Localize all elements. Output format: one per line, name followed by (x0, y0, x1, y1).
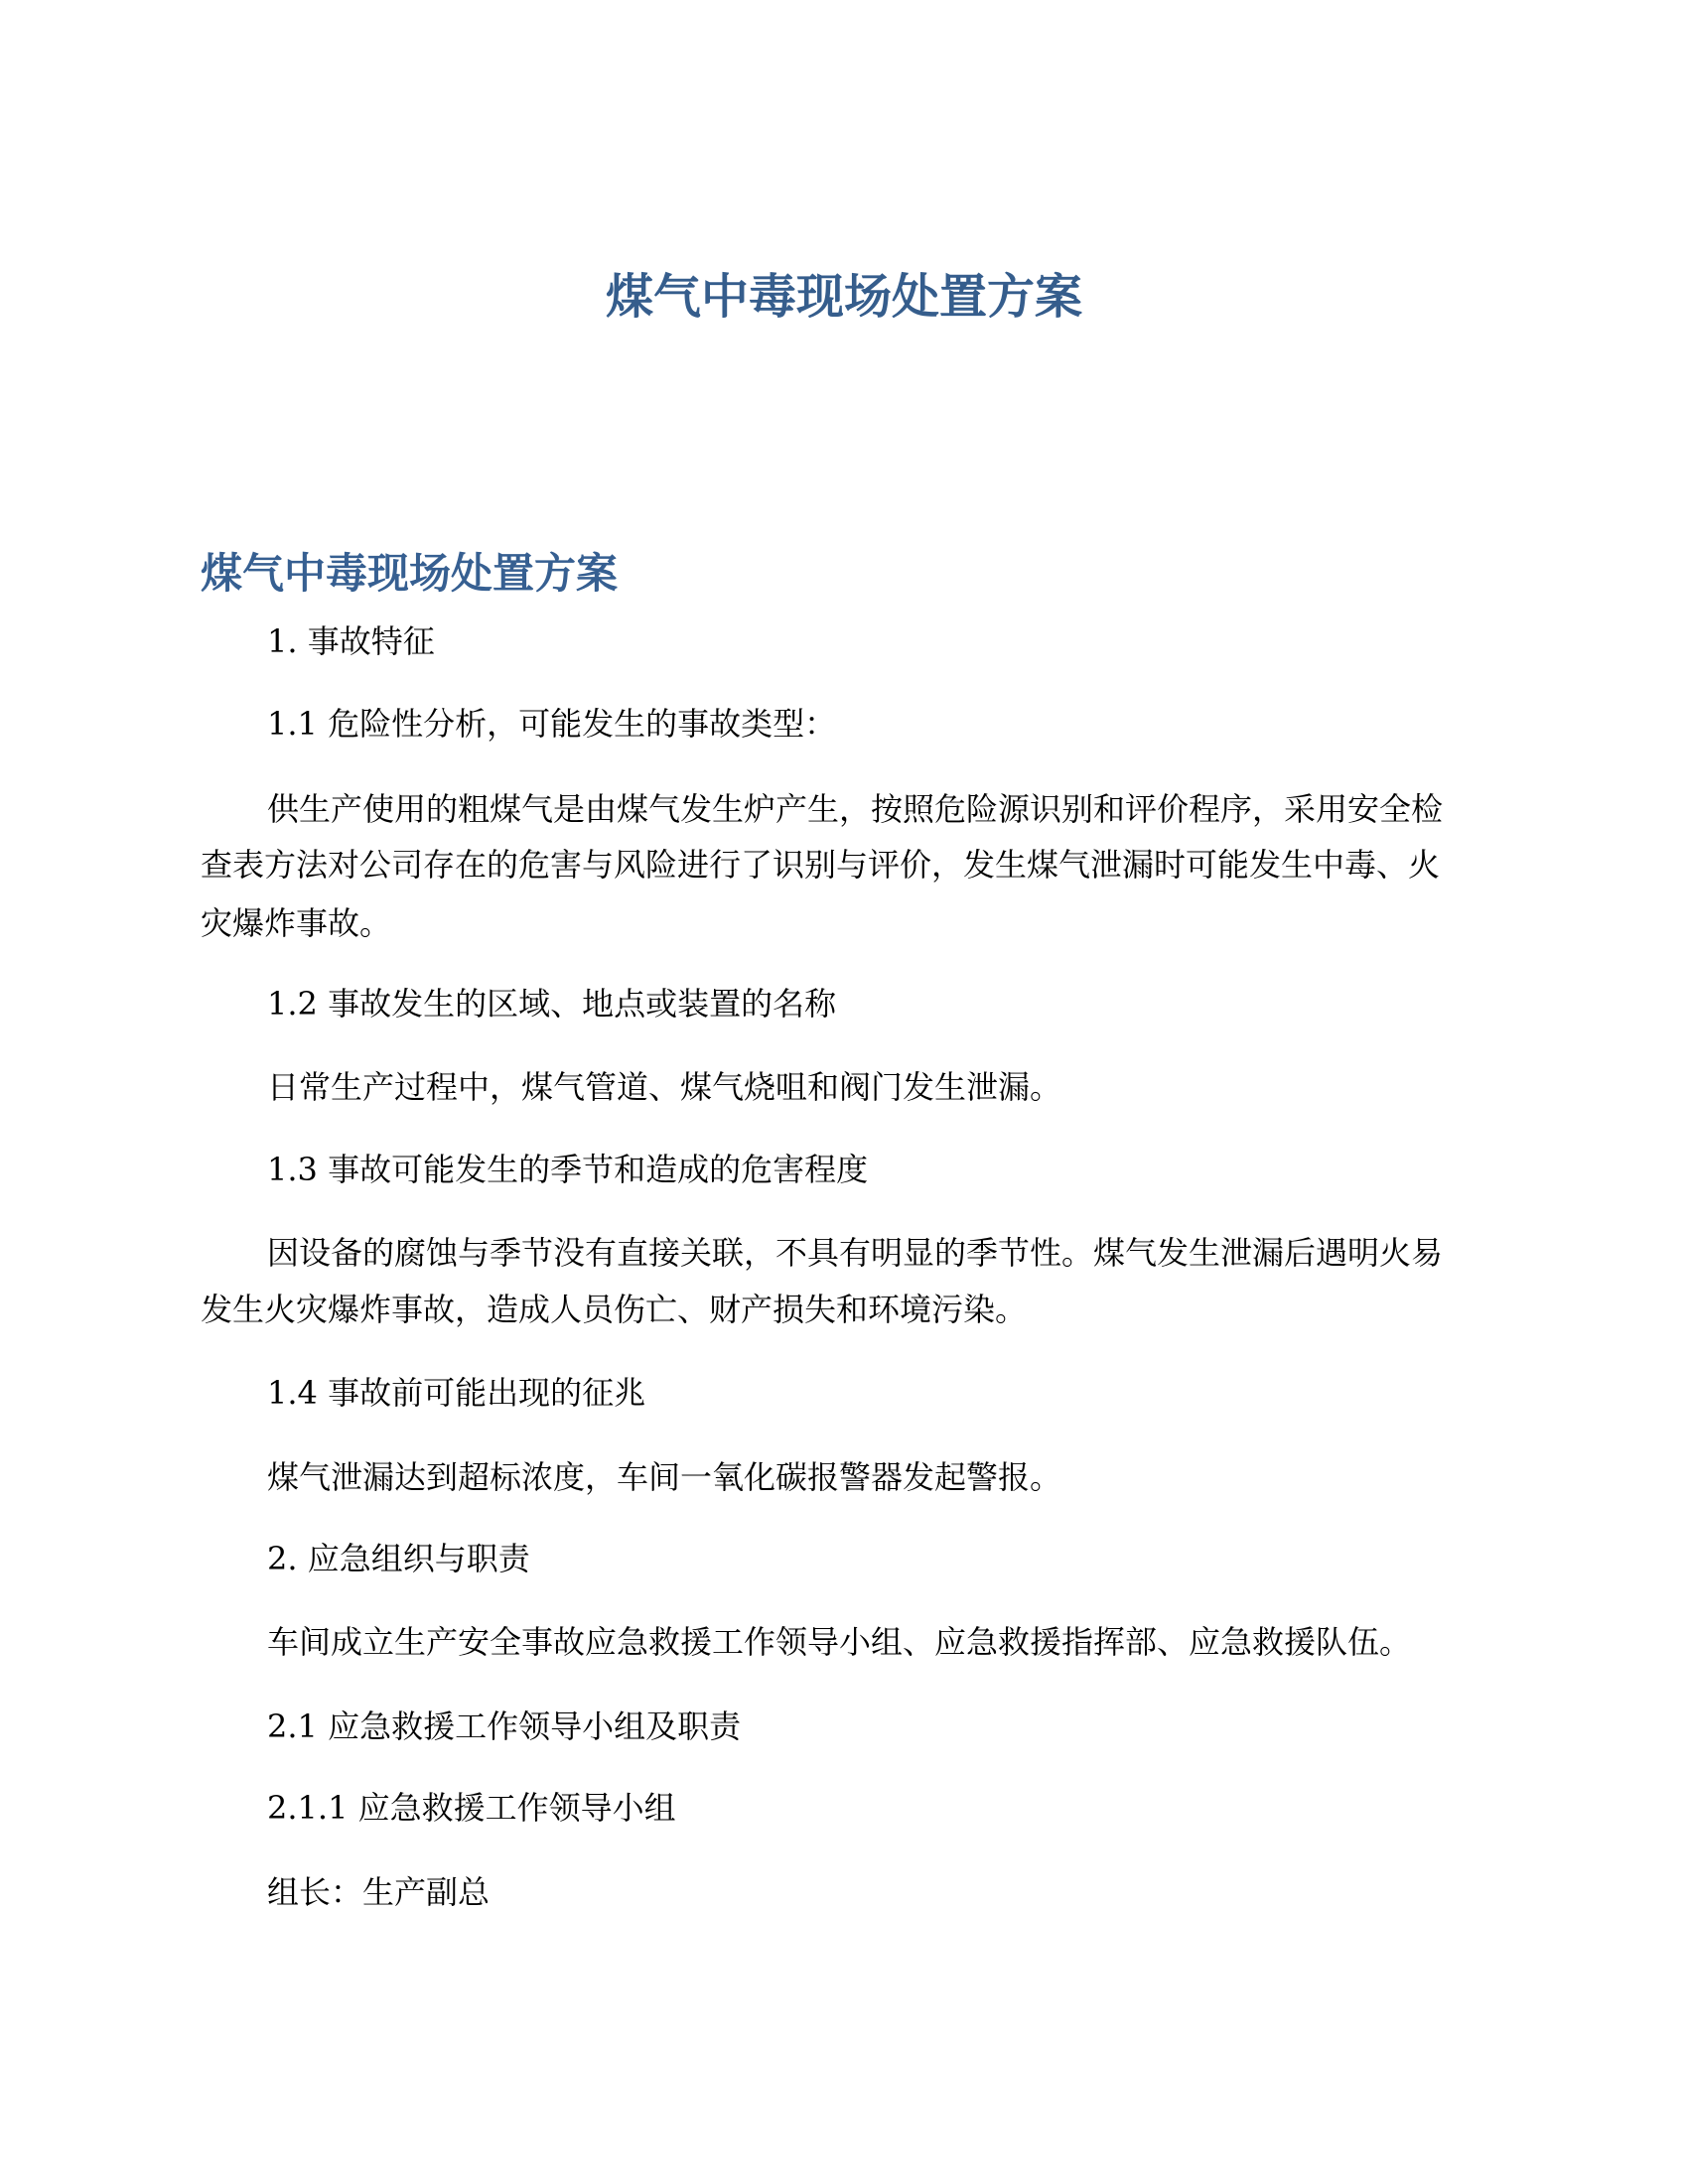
paragraph-line: 煤气泄漏达到超标浓度，车间一氧化碳报警器发起警报。 (267, 1458, 1062, 1496)
heading-emergency-organization: 2. 应急组织与职责 (267, 1540, 530, 1577)
paragraph-line: 因设备的腐蚀与季节没有直接关联，不具有明显的季节性。煤气发生泄漏后遇明火易 (267, 1234, 1444, 1272)
paragraph-line: 发生火灾爆炸事故，造成人员伤亡、财产损失和环境污染。 (201, 1291, 1028, 1328)
paragraph-line: 车间成立生产安全事故应急救援工作领导小组、应急救援指挥部、应急救援队伍。 (267, 1623, 1412, 1661)
paragraph-line: 组长：生产副总 (267, 1873, 491, 1911)
heading-hazard-analysis: 1.1 危险性分析，可能发生的事故类型： (267, 705, 837, 743)
heading-warning-signs: 1.4 事故前可能出现的征兆 (267, 1374, 646, 1412)
heading-leadership-group-duties: 2.1 应急救援工作领导小组及职责 (267, 1707, 742, 1745)
document-title: 煤气中毒现场处置方案 (605, 269, 1082, 325)
heading-season-harm: 1.3 事故可能发生的季节和造成的危害程度 (267, 1151, 869, 1188)
paragraph-line: 灾爆炸事故。 (201, 904, 392, 942)
heading-leadership-group: 2.1.1 应急救援工作领导小组 (267, 1789, 676, 1827)
paragraph-line: 供生产使用的粗煤气是由煤气发生炉产生，按照危险源识别和评价程序，采用安全检 (267, 790, 1444, 828)
heading-accident-location: 1.2 事故发生的区域、地点或装置的名称 (267, 985, 837, 1023)
heading-accident-characteristics: 1. 事故特征 (267, 622, 435, 660)
paragraph-line: 日常生产过程中，煤气管道、煤气烧咀和阀门发生泄漏。 (267, 1068, 1062, 1106)
section-heading: 煤气中毒现场处置方案 (201, 549, 619, 598)
paragraph-line: 查表方法对公司存在的危害与风险进行了识别与评价，发生煤气泄漏时可能发生中毒、火 (201, 846, 1441, 884)
